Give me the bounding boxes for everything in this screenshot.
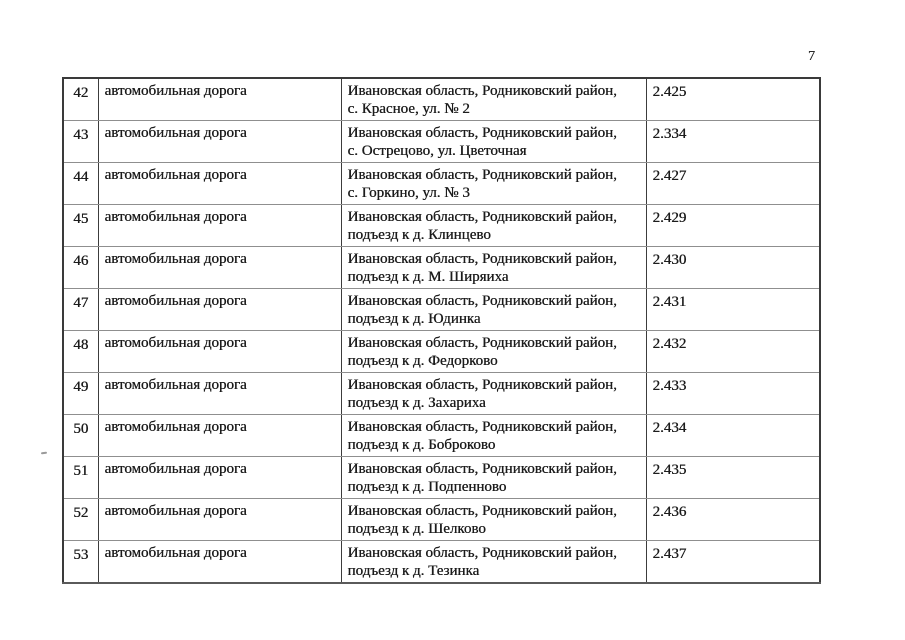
object-name-cell: автомобильная дорога (98, 121, 341, 163)
location-region-line: Ивановская область, Родниковский район, (347, 461, 617, 477)
registry-number-cell: 2.425 (646, 78, 820, 121)
registry-number-cell: 2.435 (646, 457, 820, 499)
location-region-line: Ивановская область, Родниковский район, (347, 125, 617, 141)
table-row (63, 331, 820, 373)
registry-number-cell: 2.433 (646, 373, 820, 415)
location-detail-line: подъезд к д. Федорково (347, 353, 498, 369)
roads-table-body (63, 78, 820, 583)
registry-number-cell: 2.427 (646, 163, 820, 205)
location-region-line: Ивановская область, Родниковский район, (347, 83, 617, 99)
object-name-cell: автомобильная дорога (98, 373, 341, 415)
location-cell (341, 331, 646, 373)
location-cell (341, 373, 646, 415)
object-name-cell: автомобильная дорога (98, 289, 341, 331)
table-row (63, 247, 820, 289)
location-region-line: Ивановская область, Родниковский район, (347, 503, 617, 519)
scan-speck (41, 452, 47, 455)
location-region-line: Ивановская область, Родниковский район, (347, 377, 617, 393)
object-name-cell: автомобильная дорога (98, 331, 341, 373)
location-detail-line: подъезд к д. Шелково (347, 521, 486, 537)
row-number-cell: 45 (63, 205, 98, 247)
table-row (63, 457, 820, 499)
location-detail-line: с. Красное, ул. № 2 (347, 101, 470, 117)
location-region-line: Ивановская область, Родниковский район, (347, 293, 617, 309)
location-detail-line: с. Горкино, ул. № 3 (347, 185, 470, 201)
location-detail-line: с. Острецово, ул. Цветочная (347, 143, 527, 159)
object-name-cell: автомобильная дорога (98, 457, 341, 499)
location-cell (341, 205, 646, 247)
object-name-cell: автомобильная дорога (98, 415, 341, 457)
table-row (63, 499, 820, 541)
location-detail-line: подъезд к д. Захариха (347, 395, 486, 411)
row-number-cell: 47 (63, 289, 98, 331)
table-row (63, 541, 820, 584)
table-row (63, 289, 820, 331)
object-name-cell: автомобильная дорога (98, 163, 341, 205)
location-cell (341, 415, 646, 457)
roads-table (62, 77, 821, 584)
table-row (63, 78, 820, 121)
registry-number-cell: 2.429 (646, 205, 820, 247)
row-number-cell: 42 (63, 78, 98, 121)
registry-number-cell: 2.437 (646, 541, 820, 584)
location-detail-line: подъезд к д. Клинцево (347, 227, 491, 243)
table-row (63, 415, 820, 457)
location-cell (341, 499, 646, 541)
location-cell (341, 457, 646, 499)
location-region-line: Ивановская область, Родниковский район, (347, 545, 617, 561)
location-cell (341, 541, 646, 584)
location-region-line: Ивановская область, Родниковский район, (347, 251, 617, 267)
row-number-cell: 43 (63, 121, 98, 163)
location-region-line: Ивановская область, Родниковский район, (347, 209, 617, 225)
row-number-cell: 49 (63, 373, 98, 415)
table-row (63, 121, 820, 163)
row-number-cell: 50 (63, 415, 98, 457)
registry-number-cell: 2.436 (646, 499, 820, 541)
location-cell (341, 163, 646, 205)
location-cell (341, 78, 646, 121)
location-detail-line: подъезд к д. Юдинка (347, 311, 481, 327)
location-region-line: Ивановская область, Родниковский район, (347, 419, 617, 435)
location-cell (341, 121, 646, 163)
row-number-cell: 46 (63, 247, 98, 289)
object-name-cell: автомобильная дорога (98, 247, 341, 289)
row-number-cell: 52 (63, 499, 98, 541)
row-number-cell: 51 (63, 457, 98, 499)
object-name-cell: автомобильная дорога (98, 499, 341, 541)
location-detail-line: подъезд к д. М. Ширяиха (347, 269, 509, 285)
object-name-cell: автомобильная дорога (98, 205, 341, 247)
table-row (63, 373, 820, 415)
registry-number-cell: 2.431 (646, 289, 820, 331)
page-number: 7 (808, 49, 815, 64)
registry-number-cell: 2.434 (646, 415, 820, 457)
object-name-cell: автомобильная дорога (98, 541, 341, 584)
registry-number-cell: 2.430 (646, 247, 820, 289)
object-name-cell: автомобильная дорога (98, 78, 341, 121)
location-cell (341, 289, 646, 331)
row-number-cell: 44 (63, 163, 98, 205)
location-detail-line: подъезд к д. Боброково (347, 437, 496, 453)
location-region-line: Ивановская область, Родниковский район, (347, 335, 617, 351)
registry-number-cell: 2.334 (646, 121, 820, 163)
registry-number-cell: 2.432 (646, 331, 820, 373)
location-region-line: Ивановская область, Родниковский район, (347, 167, 617, 183)
table-row (63, 205, 820, 247)
table-row (63, 163, 820, 205)
location-detail-line: подъезд к д. Тезинка (347, 563, 480, 579)
row-number-cell: 48 (63, 331, 98, 373)
location-cell (341, 247, 646, 289)
location-detail-line: подъезд к д. Подпенново (347, 479, 507, 495)
row-number-cell: 53 (63, 541, 98, 584)
